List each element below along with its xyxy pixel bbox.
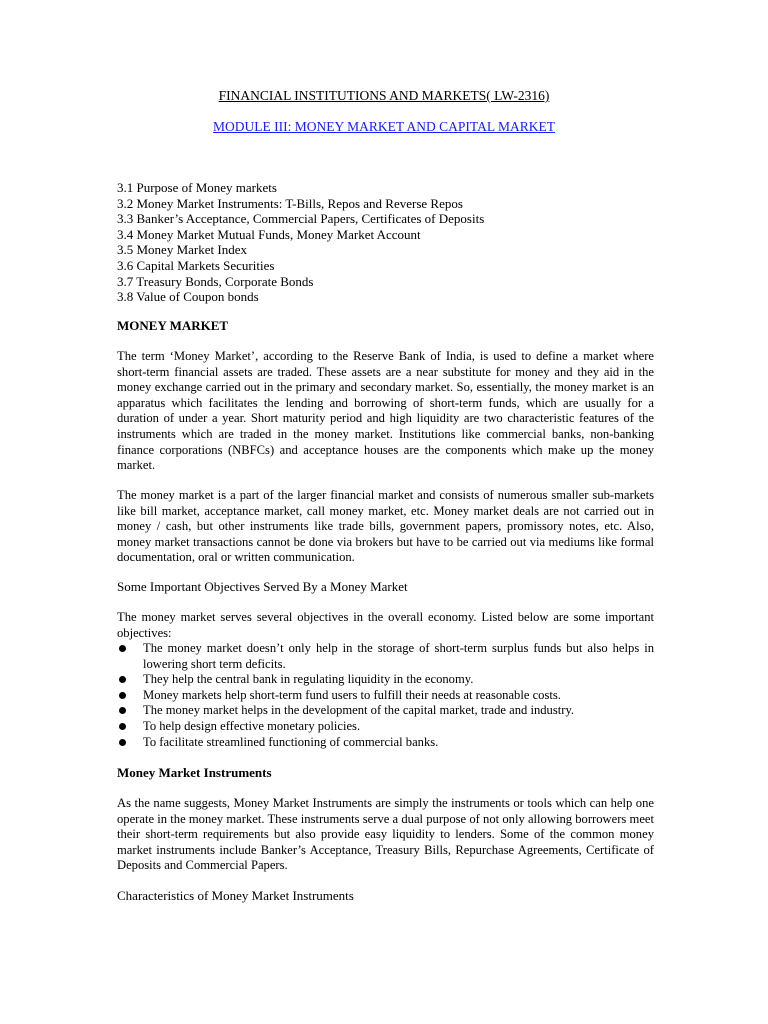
objectives-intro: The money market serves several objectives in the overall economy. Listed below are some important objectives: — [117, 610, 654, 640]
bullet-icon — [119, 676, 126, 683]
bullet-icon — [119, 723, 126, 730]
objectives-heading: Some Important Objectives Served By a Money Market — [117, 579, 408, 594]
bullet-icon — [119, 739, 126, 746]
toc-item: 3.3 Banker’s Acceptance, Commercial Papers, Certificates of Deposits — [117, 211, 485, 227]
characteristics-heading: Characteristics of Money Market Instruments — [117, 888, 354, 903]
toc-item: 3.5 Money Market Index — [117, 242, 247, 258]
bullet-icon — [119, 645, 126, 652]
toc-item: 3.7 Treasury Bonds, Corporate Bonds — [117, 273, 314, 289]
list-item-text: Money markets help short-term fund users to fulfill their needs at reasonable costs. — [143, 687, 561, 702]
instruments-paragraph: As the name suggests, Money Market Instruments are simply the instruments or tools which can help one operate in the money market. These instruments serve a dual purpose of not only allowing borrowers meet their short-term requirements but also provide easy liquidity to lenders. Some of the common money market instruments include Banker’s Acceptance, Treasury Bills, Repurchase Agreements, Certificate of Deposits and Commercial Papers. — [117, 796, 654, 873]
toc-item: 3.8 Value of Coupon bonds — [117, 289, 259, 305]
list-item — [117, 672, 654, 688]
list-item — [117, 688, 654, 704]
toc-item: 3.2 Money Market Instruments: T-Bills, Repos and Reverse Repos — [117, 195, 463, 211]
money-market-paragraph-2: The money market is a part of the larger financial market and consists of numerous smaller sub-markets like bill market, acceptance market, call money market, etc. Money market deals are not carried out in money / cash, but other instruments like trade bills, government papers, promissory notes, etc. Also, money market transactions cannot be done via brokers but have to be carried out via mediums like formal documentation, oral or written communication. — [117, 488, 654, 565]
list-item-text: The money market doesn’t only help in the storage of short-term surplus funds but also helps in lowering short term deficits. — [143, 641, 654, 671]
instruments-heading: Money Market Instruments — [117, 765, 272, 780]
list-item — [117, 641, 654, 672]
list-item-text: The money market helps in the development of the capital market, trade and industry. — [143, 703, 575, 718]
list-item — [117, 719, 654, 735]
table-of-contents — [117, 180, 484, 305]
money-market-heading: MONEY MARKET — [117, 318, 229, 333]
module-title: MODULE III: MONEY MARKET AND CAPITAL MARKET — [213, 119, 555, 134]
toc-item: 3.1 Purpose of Money markets — [117, 180, 277, 195]
list-item-text: To facilitate streamlined functioning of commercial banks. — [143, 734, 439, 749]
list-item-text: To help design effective monetary policies. — [143, 718, 361, 733]
toc-item: 3.4 Money Market Mutual Funds, Money Market Account — [117, 226, 421, 242]
list-item — [117, 703, 654, 719]
list-item — [117, 735, 654, 751]
list-item-text: They help the central bank in regulating liquidity in the economy. — [143, 672, 474, 687]
bullet-icon — [119, 707, 126, 714]
money-market-paragraph-1: The term ‘Money Market’, according to the Reserve Bank of India, is used to define a market where short-term financial assets are traded. These assets are a near substitute for money and they aid in the money exchange carried out in the primary and secondary market. So, essentially, the money market is an apparatus which facilitates the lending and borrowing of short-term funds, which are usually for a duration of under a year. Short maturity period and high liquidity are two characteristic features of the instruments which are traded in the money market. Institutions like commercial banks, non-banking finance corporations (NBFCs) and acceptance houses are the components which make up the money market. — [117, 349, 654, 473]
document-title: FINANCIAL INSTITUTIONS AND MARKETS( LW-2316) — [218, 88, 550, 103]
objectives-list — [117, 641, 654, 750]
bullet-icon — [119, 692, 126, 699]
toc-item: 3.6 Capital Markets Securities — [117, 257, 275, 273]
